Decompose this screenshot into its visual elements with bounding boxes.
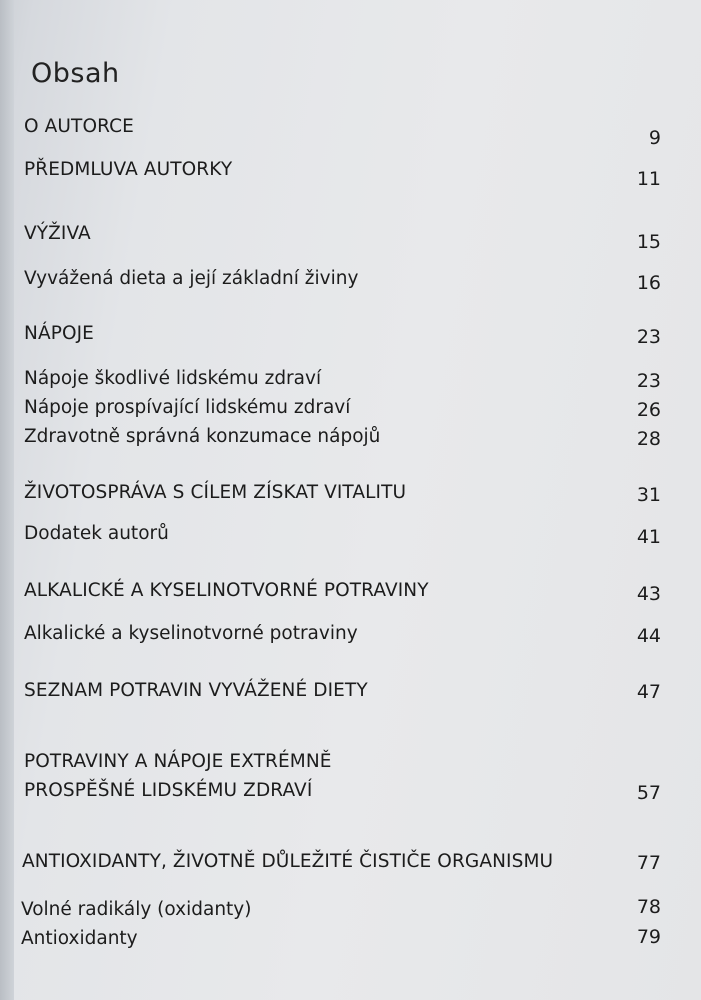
toc-entry-page: 15: [636, 231, 661, 253]
toc-entry-page: 43: [636, 583, 661, 605]
toc-entry-label: Vyvážená dieta a její základní živiny: [24, 268, 359, 289]
toc-entry-page: 47: [636, 681, 661, 703]
page-title: Obsah: [31, 58, 120, 90]
toc-entry-zdravotne-spravna: [24, 426, 661, 452]
toc-entry-napoje-prospivajici: [24, 397, 661, 423]
toc-entry-label: Nápoje škodlivé lidskému zdraví: [24, 368, 322, 389]
toc-entry-potraviny-line1: [24, 751, 661, 777]
toc-entry-vyvazena-dieta: [24, 268, 661, 294]
toc-entry-page: 77: [636, 852, 661, 874]
toc-entry-label: NÁPOJE: [24, 323, 94, 344]
toc-entry-page: 44: [636, 625, 661, 647]
toc-entry-page: 41: [636, 526, 661, 548]
toc-entry-label: POTRAVINY A NÁPOJE EXTRÉMNĚ: [24, 751, 332, 772]
toc-entry-page: 9: [648, 127, 661, 149]
toc-entry-seznam-potravin: [24, 680, 661, 706]
page-edge: [0, 0, 14, 1000]
toc-entry-label: VÝŽIVA: [24, 223, 91, 244]
toc-entry-page: 79: [636, 926, 661, 948]
toc-entry-zivotosprava: [24, 482, 661, 508]
toc-entry-label: Nápoje prospívající lidskému zdraví: [24, 397, 351, 418]
toc-entry-label: PROSPĚŠNÉ LIDSKÉMU ZDRAVÍ: [24, 780, 313, 801]
toc-entry-page: 11: [636, 168, 661, 190]
toc-entry-label: ANTIOXIDANTY, ŽIVOTNĚ DŮLEŽITÉ ČISTIČE ORGANISMU: [22, 851, 554, 872]
toc-entry-page: 78: [636, 896, 661, 918]
toc-entry-page: 16: [636, 272, 661, 294]
toc-entry-napoje-skodlive: [24, 368, 661, 394]
toc-entry-alkalicke-section: [24, 580, 661, 606]
toc-entry-label: Volné radikály (oxidanty): [21, 899, 252, 920]
toc-entry-label: ŽIVOTOSPRÁVA S CÍLEM ZÍSKAT VITALITU: [24, 482, 407, 503]
toc-entry-label: SEZNAM POTRAVIN VYVÁŽENÉ DIETY: [24, 680, 368, 701]
toc-entry-page: 26: [636, 399, 661, 421]
toc-entry-page: 31: [636, 484, 661, 506]
toc-entry-page: 57: [636, 782, 661, 804]
toc-entry-vyziva: [24, 223, 661, 253]
toc-entry-predmluva: [24, 159, 661, 190]
toc-entry-dodatek: [24, 523, 661, 549]
toc-entry-page: 28: [636, 428, 661, 450]
toc-entry-label: Zdravotně správná konzumace nápojů: [24, 426, 381, 447]
toc-entry-antioxidanty: [21, 928, 661, 954]
toc-entry-label: Alkalické a kyselinotvorné potraviny: [24, 623, 358, 644]
toc-entry-label: O AUTORCE: [24, 116, 134, 137]
toc-entry-napoje: [24, 323, 661, 349]
toc-entry-label: Antioxidanty: [21, 928, 138, 949]
toc-entry-label: Dodatek autorů: [24, 523, 169, 544]
toc-entry-label: PŘEDMLUVA AUTORKY: [24, 159, 233, 180]
toc-entry-antioxidanty-section: [22, 851, 661, 877]
toc-entry-alkalicke-sub: [24, 623, 661, 649]
toc-entry-potraviny-line2: [24, 780, 661, 806]
toc-entry-page: 23: [636, 326, 661, 348]
toc-entry-o-autorce: [24, 116, 661, 149]
toc-entry-label: ALKALICKÉ A KYSELINOTVORNÉ POTRAVINY: [24, 580, 429, 601]
toc-entry-volne-radikaly: [21, 896, 661, 925]
toc-entry-page: 23: [636, 370, 661, 392]
